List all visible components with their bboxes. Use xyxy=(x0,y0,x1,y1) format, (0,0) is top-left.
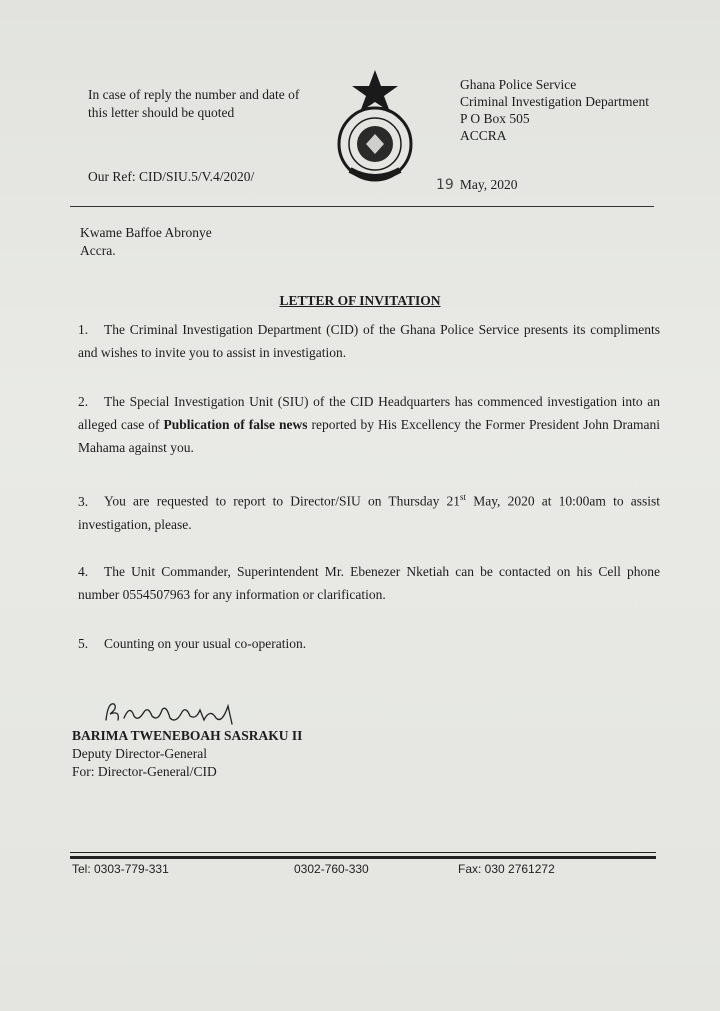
paragraph-text-cont: May, 2020 at 10:00am to assist investigation, please. xyxy=(78,493,660,532)
addressee-name: Kwame Baffoe Abronye xyxy=(80,225,212,240)
footer-tel: Tel: 0303-779-331 xyxy=(72,862,169,876)
paragraph-text: Counting on your usual co-operation. xyxy=(104,636,307,651)
addressee-city: Accra. xyxy=(80,243,116,258)
address-line: ACCRA xyxy=(460,128,507,143)
footer-rule-thick xyxy=(70,856,656,859)
footer-rule xyxy=(70,852,656,853)
handwritten-day: 19 xyxy=(436,177,454,193)
reply-note: In case of reply the number and date of this letter should be quoted xyxy=(88,87,300,120)
signatory-title: Deputy Director-General xyxy=(72,746,208,761)
signatory-name: BARIMA TWENEBOAH SASRAKU II xyxy=(72,728,303,743)
our-reference: Our Ref: CID/SIU.5/V.4/2020/ xyxy=(88,169,255,184)
letter-title: LETTER OF INVITATION xyxy=(279,293,441,308)
paragraph-number: 2. xyxy=(78,394,89,409)
department-address xyxy=(460,76,700,144)
letter-date xyxy=(436,176,517,194)
paragraph-text: You are requested to report to Director/SIU on Thursday 21 xyxy=(104,493,461,509)
paragraph-number: 5. xyxy=(78,636,89,651)
footer-fax: Fax: 030 2761272 xyxy=(458,862,555,876)
signatory-for: For: Director-General/CID xyxy=(72,764,217,779)
cid-seal-emblem xyxy=(330,66,420,186)
paragraph-1 xyxy=(78,318,660,364)
paragraph-text: The Special Investigation Unit (SIU) of the CID Headquarters has commenced investigation into an alleged case of xyxy=(78,394,660,432)
paragraph-number: 4. xyxy=(78,564,89,579)
header-divider xyxy=(70,206,654,207)
paragraph-3 xyxy=(78,486,660,536)
paragraph-number: 1. xyxy=(78,322,89,337)
address-line: Criminal Investigation Department xyxy=(460,94,649,109)
addressee-block xyxy=(80,224,212,260)
paragraph-4 xyxy=(78,560,660,606)
paragraph-number: 3. xyxy=(78,493,89,509)
paragraph-text-cont: reported by His Excellency the Former President John Dramani Mahama against you. xyxy=(78,417,660,455)
signatory-block xyxy=(72,727,302,781)
paragraph-5 xyxy=(78,632,660,655)
footer-tel-2: 0302-760-330 xyxy=(294,862,369,876)
paragraph-text: The Criminal Investigation Department (CID) of the Ghana Police Service presents its compliments and wishes to invite you to assist in investigation. xyxy=(78,322,660,360)
address-line: P O Box 505 xyxy=(460,111,530,126)
address-line: Ghana Police Service xyxy=(460,77,577,92)
paragraph-2 xyxy=(78,390,660,459)
offence-name: Publication of false news xyxy=(163,417,308,432)
handwritten-signature xyxy=(100,694,250,728)
paragraph-text: The Unit Commander, Superintendent Mr. Ebenezer Nketiah can be contacted on his Cell phone number 0554507963 for any information or clarification. xyxy=(78,564,660,602)
date-month-year: May, 2020 xyxy=(459,177,518,192)
ordinal-suffix: st xyxy=(460,492,467,502)
